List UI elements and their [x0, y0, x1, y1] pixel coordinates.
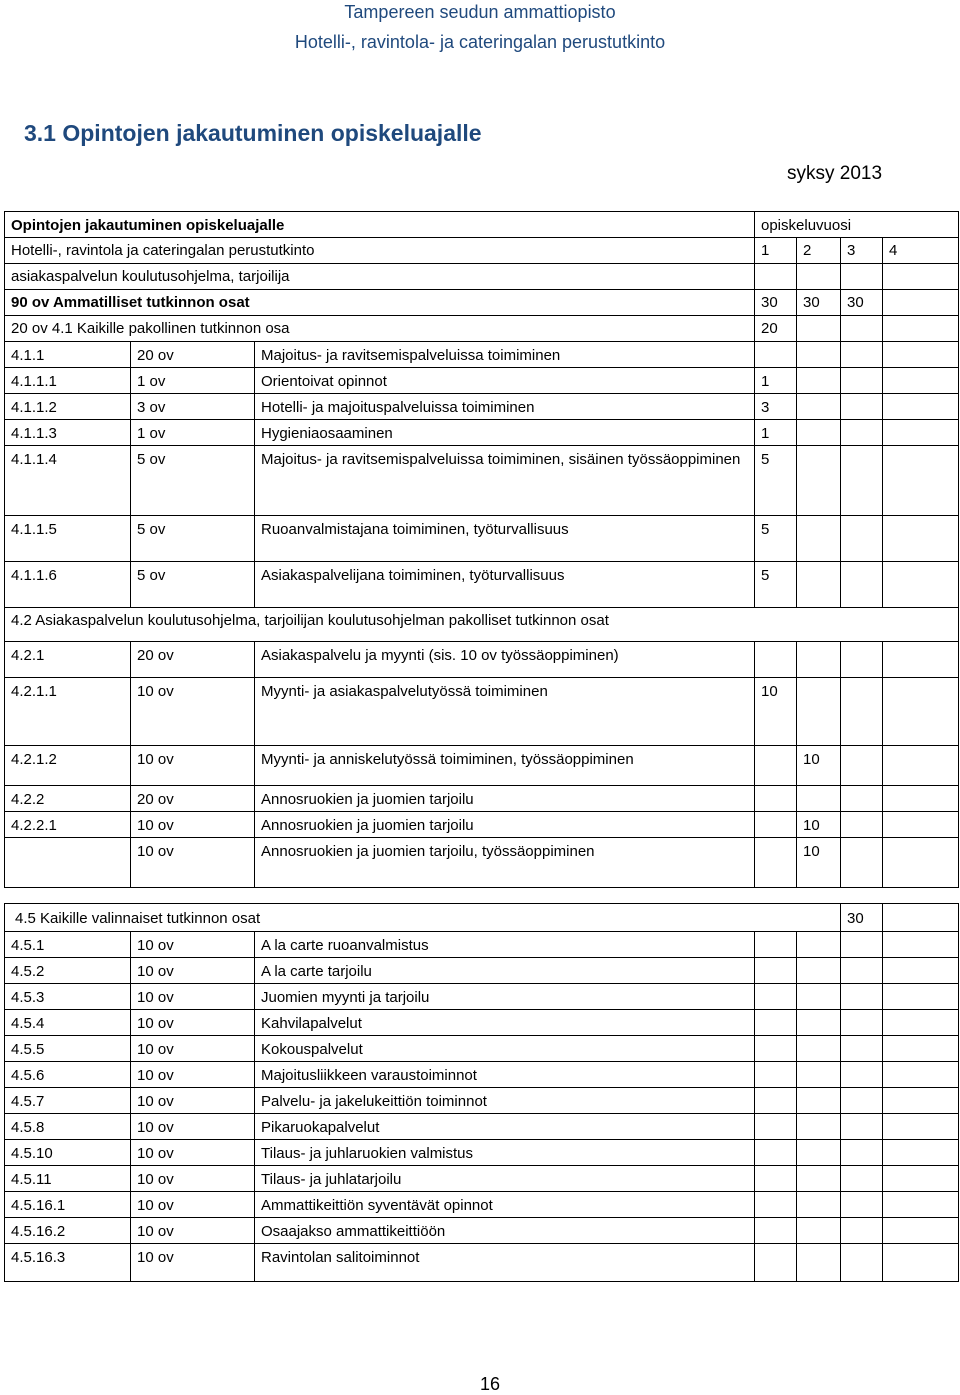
elective-table	[4, 903, 959, 1282]
course-ov: 10 ov	[131, 958, 255, 984]
course-ov: 5 ov	[131, 446, 255, 516]
course-code: 4.2.1.2	[5, 746, 131, 786]
course-code: 4.5.10	[5, 1140, 131, 1166]
rows-b	[5, 642, 959, 888]
course-code: 4.2.1	[5, 642, 131, 678]
course-ov: 10 ov	[131, 1088, 255, 1114]
course-ov: 10 ov	[131, 1114, 255, 1140]
total-y2: 30	[797, 290, 841, 316]
course-ov: 10 ov	[131, 1010, 255, 1036]
course-y2: 10	[797, 838, 841, 888]
intro-row	[5, 264, 959, 290]
course-ov: 20 ov	[131, 642, 255, 678]
course-name: Majoitus- ja ravitsemispalveluissa toimiminen, sisäinen työssäoppiminen	[255, 446, 755, 516]
course-row	[5, 746, 959, 786]
course-ov: 1 ov	[131, 368, 255, 394]
course-y1: 1	[755, 368, 797, 394]
course-name: Kahvilapalvelut	[255, 1010, 755, 1036]
course-y2	[797, 516, 841, 562]
rows-c	[5, 932, 959, 1282]
course-ov: 20 ov	[131, 786, 255, 812]
course-name: Hygieniaosaaminen	[255, 420, 755, 446]
course-name: Orientoivat opinnot	[255, 368, 755, 394]
intro-degree: Hotelli-, ravintola ja cateringalan perustutkinto	[5, 238, 755, 264]
course-row	[5, 516, 959, 562]
course-code: 4.1.1.1	[5, 368, 131, 394]
course-y1: 1	[755, 420, 797, 446]
course-ov: 10 ov	[131, 812, 255, 838]
course-code: 4.1.1.6	[5, 562, 131, 608]
year-4-header: 4	[883, 238, 959, 264]
course-row	[5, 1192, 959, 1218]
term-label: syksy 2013	[787, 163, 883, 184]
study-distribution-table	[4, 211, 959, 888]
year-1-header: 1	[755, 238, 797, 264]
compulsory-label: 20 ov 4.1 Kaikille pakollinen tutkinnon osa	[5, 316, 755, 342]
course-y2: 10	[797, 746, 841, 786]
course-row	[5, 342, 959, 368]
course-code: 4.2.1.1	[5, 678, 131, 746]
course-name: Tilaus- ja juhlatarjoilu	[255, 1166, 755, 1192]
course-name: Myynti- ja asiakaspalvelutyössä toimiminen	[255, 678, 755, 746]
course-code: 4.5.16.1	[5, 1192, 131, 1218]
course-row	[5, 812, 959, 838]
course-name: A la carte tarjoilu	[255, 958, 755, 984]
course-name: Annosruokien ja juomien tarjoilu	[255, 786, 755, 812]
total-row	[5, 290, 959, 316]
course-code: 4.5.11	[5, 1166, 131, 1192]
course-row	[5, 786, 959, 812]
compulsory-y1: 20	[755, 316, 797, 342]
course-row	[5, 642, 959, 678]
course-y2	[797, 420, 841, 446]
course-name: Osaajakso ammattikeittiöön	[255, 1218, 755, 1244]
course-ov: 10 ov	[131, 746, 255, 786]
course-code: 4.1.1	[5, 342, 131, 368]
course-name: Tilaus- ja juhlaruokien valmistus	[255, 1140, 755, 1166]
course-row	[5, 1088, 959, 1114]
course-row	[5, 1244, 959, 1282]
compulsory-row	[5, 316, 959, 342]
course-code: 4.5.2	[5, 958, 131, 984]
course-row	[5, 394, 959, 420]
course-name: Myynti- ja anniskelutyössä toimiminen, työssäoppiminen	[255, 746, 755, 786]
course-y1: 10	[755, 678, 797, 746]
course-code: 4.1.1.3	[5, 420, 131, 446]
course-row	[5, 984, 959, 1010]
course-row	[5, 1114, 959, 1140]
course-row	[5, 1140, 959, 1166]
course-name: Hotelli- ja majoituspalveluissa toimiminen	[255, 394, 755, 420]
course-code: 4.1.1.2	[5, 394, 131, 420]
course-code: 4.5.16.3	[5, 1244, 131, 1282]
course-code: 4.5.16.2	[5, 1218, 131, 1244]
course-code: 4.5.5	[5, 1036, 131, 1062]
course-row	[5, 1062, 959, 1088]
course-ov: 10 ov	[131, 1166, 255, 1192]
course-y1	[755, 812, 797, 838]
course-name: Majoitusliikkeen varaustoiminnot	[255, 1062, 755, 1088]
course-ov: 10 ov	[131, 838, 255, 888]
rows-a	[5, 342, 959, 608]
course-y2	[797, 342, 841, 368]
total-label: 90 ov Ammatilliset tutkinnon osat	[5, 290, 755, 316]
year-header: opiskeluvuosi	[755, 212, 959, 238]
course-row	[5, 1036, 959, 1062]
header-school: Tampereen seudun ammattiopisto	[344, 2, 616, 22]
year-2-header: 2	[797, 238, 841, 264]
course-code: 4.5.6	[5, 1062, 131, 1088]
course-ov: 10 ov	[131, 678, 255, 746]
course-code: 4.1.1.4	[5, 446, 131, 516]
course-y1	[755, 838, 797, 888]
course-name: Juomien myynti ja tarjoilu	[255, 984, 755, 1010]
course-code: 4.5.1	[5, 932, 131, 958]
course-name: Ravintolan salitoiminnot	[255, 1244, 755, 1282]
programme-heading-row	[5, 608, 959, 642]
course-name: Asiakaspalvelijana toimiminen, työturvallisuus	[255, 562, 755, 608]
course-code: 4.2.2	[5, 786, 131, 812]
course-row	[5, 446, 959, 516]
course-code: 4.5.8	[5, 1114, 131, 1140]
course-name: Ammattikeittiön syventävät opinnot	[255, 1192, 755, 1218]
course-ov: 1 ov	[131, 420, 255, 446]
course-name: Palvelu- ja jakelukeittiön toiminnot	[255, 1088, 755, 1114]
course-y2	[797, 562, 841, 608]
course-y2	[797, 678, 841, 746]
course-row	[5, 562, 959, 608]
course-code: 4.1.1.5	[5, 516, 131, 562]
course-ov: 5 ov	[131, 562, 255, 608]
course-y1	[755, 786, 797, 812]
course-y1	[755, 642, 797, 678]
course-y2	[797, 642, 841, 678]
course-name: Majoitus- ja ravitsemispalveluissa toimiminen	[255, 342, 755, 368]
elective-y3: 30	[841, 904, 883, 932]
course-row	[5, 958, 959, 984]
section-heading: 3.1 Opintojen jakautuminen opiskeluajalle	[24, 120, 482, 146]
intro-programme: asiakaspalvelun koulutusohjelma, tarjoilija	[5, 264, 755, 290]
course-row	[5, 932, 959, 958]
course-ov: 10 ov	[131, 1244, 255, 1282]
course-y1: 5	[755, 516, 797, 562]
course-code: 4.5.7	[5, 1088, 131, 1114]
course-ov: 10 ov	[131, 1192, 255, 1218]
course-code: 4.5.3	[5, 984, 131, 1010]
total-y3: 30	[841, 290, 883, 316]
course-ov: 5 ov	[131, 516, 255, 562]
total-y1: 30	[755, 290, 797, 316]
course-row	[5, 838, 959, 888]
course-ov: 10 ov	[131, 932, 255, 958]
year-3-header: 3	[841, 238, 883, 264]
course-row	[5, 368, 959, 394]
course-name: Annosruokien ja juomien tarjoilu, työssäoppiminen	[255, 838, 755, 888]
course-name: Pikaruokapalvelut	[255, 1114, 755, 1140]
course-row	[5, 1010, 959, 1036]
course-y1	[755, 746, 797, 786]
course-row	[5, 1218, 959, 1244]
elective-heading: 4.5 Kaikille valinnaiset tutkinnon osat	[5, 904, 841, 932]
course-row	[5, 420, 959, 446]
intro-title: Opintojen jakautuminen opiskeluajalle	[5, 212, 755, 238]
course-y2	[797, 368, 841, 394]
page-number: 16	[479, 1374, 501, 1394]
intro-row	[5, 238, 959, 264]
course-ov: 10 ov	[131, 1062, 255, 1088]
course-ov: 10 ov	[131, 1218, 255, 1244]
course-y2	[797, 394, 841, 420]
course-code	[5, 838, 131, 888]
course-y2: 10	[797, 812, 841, 838]
course-name: Annosruokien ja juomien tarjoilu	[255, 812, 755, 838]
course-y1	[755, 342, 797, 368]
programme-heading: 4.2 Asiakaspalvelun koulutusohjelma, tarjoilijan koulutusohjelman pakolliset tutkinnon osat	[5, 608, 959, 642]
elective-heading-row	[5, 904, 959, 932]
course-y1: 5	[755, 446, 797, 516]
course-code: 4.5.4	[5, 1010, 131, 1036]
header-degree: Hotelli-, ravintola- ja cateringalan perustutkinto	[294, 32, 666, 52]
course-code: 4.2.2.1	[5, 812, 131, 838]
course-row	[5, 1166, 959, 1192]
course-y1: 3	[755, 394, 797, 420]
course-y2	[797, 786, 841, 812]
course-name: Kokouspalvelut	[255, 1036, 755, 1062]
course-ov: 3 ov	[131, 394, 255, 420]
course-y1: 5	[755, 562, 797, 608]
course-name: Ruoanvalmistajana toimiminen, työturvallisuus	[255, 516, 755, 562]
course-name: A la carte ruoanvalmistus	[255, 932, 755, 958]
course-ov: 10 ov	[131, 1140, 255, 1166]
course-name: Asiakaspalvelu ja myynti (sis. 10 ov työssäoppiminen)	[255, 642, 755, 678]
course-ov: 10 ov	[131, 984, 255, 1010]
intro-row	[5, 212, 959, 238]
course-y2	[797, 446, 841, 516]
course-row	[5, 678, 959, 746]
course-ov: 20 ov	[131, 342, 255, 368]
course-ov: 10 ov	[131, 1036, 255, 1062]
